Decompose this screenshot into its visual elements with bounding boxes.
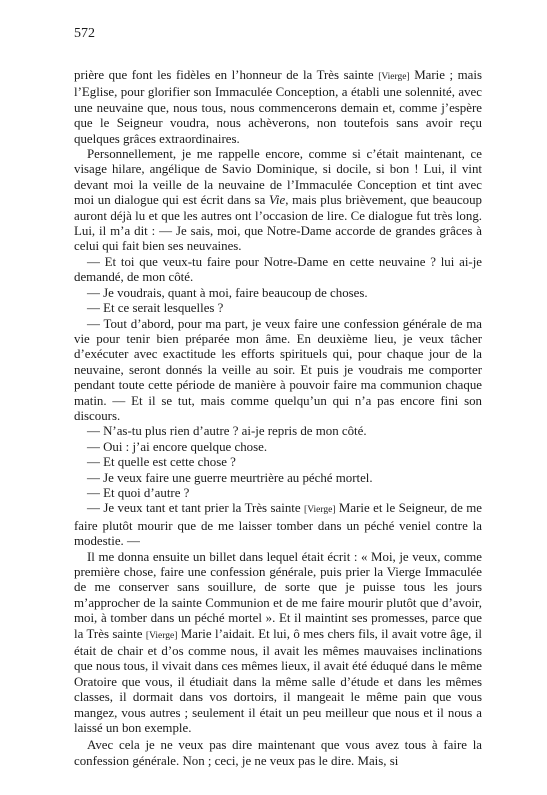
paragraph (74, 147, 482, 255)
paragraph (74, 550, 482, 737)
text-run: Marie et le Seigneur, de me faire plutôt mourir que de me laisser tomber dans un péché veniel contre la modestie. — (74, 501, 482, 549)
text-run: — Je veux faire une guerre meurtrière au péché mortel. (87, 470, 373, 485)
text-run: — Oui : j’ai encore quelque chose. (87, 439, 268, 454)
text-run: — Et quoi d’autre ? (87, 485, 190, 500)
text-run: Avec cela je ne veux pas dire maintenant que vous avez tous à faire la confession générale. Non ; ceci, je ne veux pas le dire. Mais, si (74, 738, 482, 768)
paragraph (74, 455, 482, 470)
text-run: — Et toi que veux-tu faire pour Notre-Dame en cette neuvaine ? lui ai-je demandé, de mon côté. (74, 254, 482, 285)
text-run: — Je voudrais, quant à moi, faire beaucoup de choses. (87, 285, 368, 300)
paragraph (74, 286, 482, 301)
paragraph (74, 255, 482, 286)
paragraph (74, 317, 482, 425)
paragraph (74, 471, 482, 486)
paragraph (74, 486, 482, 501)
editorial-insertion: [Vierge] (378, 72, 410, 82)
text-run: prière que font les fidèles en l’honneur de la Très sainte (74, 68, 379, 82)
text-run: Personnellement, je me rappelle encore, comme si c’était maintenant, ce visage hilare, angélique de Savio Dominique, si docile, si bon ! Lui, il vint devant moi la veille de la neuvaine de l’Immaculée Conception et tint avec moi un dialogue qui est écrit dans sa (74, 147, 482, 208)
italic-title: Vie (269, 193, 286, 208)
text-run: — N’as-tu plus rien d’autre ? ai-je repris de mon côté. (87, 424, 367, 439)
document-page (74, 26, 482, 769)
text-run: — Tout d’abord, pour ma part, je veux faire une confession générale de ma vie pour tenir bien préparée mon âme. En deuxième lieu, je veux tâcher d’exécuter avec exactitude les efforts spirituels qui, pour chaque jour de la neuvaine, seront donnés la veille au soir. Et puis je voudrais me comporter pendant toute cette période de manière à pouvoir faire ma communion chaque matin. — Et il se tut, mais comme quelqu’un qui n’a pas encore fini son discours. (74, 316, 482, 423)
text-run: Il me donna ensuite un billet dans lequel était écrit : « Moi, je veux, comme première chose, faire une confession générale, puis prier la Vierge Immaculée de me conserver sans souillure, de sorte que je puisse tous les jours m’approcher de la sainte Communion et de me faire mourir plutôt que d’avoir, moi, à tomber dans un péché mortel ». Et il maintint ses promesses, parce que la Très sainte (74, 549, 482, 641)
editorial-insertion: [Vierge] (304, 505, 336, 516)
page-number: 572 (74, 26, 95, 41)
text-run: — Et quelle est cette chose ? (87, 455, 236, 470)
text-run: — Je veux tant et tant prier la Très sainte (87, 501, 305, 516)
text-run: Marie l’aidait. Et lui, ô mes chers fils, il avait votre âge, il était de chair et d’os comme nous, il avait les mêmes mauvaises inclinations que nous tous, il vivait dans ces mêmes lieux, il avait été éduqué dans le même Oratoire que vous, il étudiait dans la même salle d’étude et dans les mêmes classes, il dormait dans vos dortoirs, il mangeait le même pain que vous mangez, vous autres ; seulement il était un peu meilleur que nous et il nous a laissé un bon exemple. (74, 626, 482, 736)
text-run: — Et ce serait lesquelles ? (87, 301, 224, 316)
body-text (74, 68, 482, 769)
editorial-insertion: [Vierge] (145, 630, 178, 641)
text-run: Marie ; mais l’Eglise, pour glorifier son Immaculée Conception, a établi une solennité, avec une neuvaine que, nous tous, nous commencerons demain et, comme j’espère que le Seigneur voudra, nous achèverons, non toutefois sans avoir reçu quelques grâces extraordinaires. (74, 68, 482, 146)
paragraph (74, 424, 482, 439)
paragraph (74, 440, 482, 455)
text-run: , mais plus brièvement, que beaucoup auront déjà lu et que les autres ont l’occasion de lire. Ce dialogue fut très long. Lui, il m’a dit : — Je sais, moi, que Notre-Dame accorde de grandes grâces à celui qui fait bien ses neuvaines. (74, 193, 482, 254)
paragraph (74, 68, 482, 147)
paragraph (74, 738, 482, 769)
paragraph (74, 501, 482, 549)
paragraph (74, 301, 482, 316)
